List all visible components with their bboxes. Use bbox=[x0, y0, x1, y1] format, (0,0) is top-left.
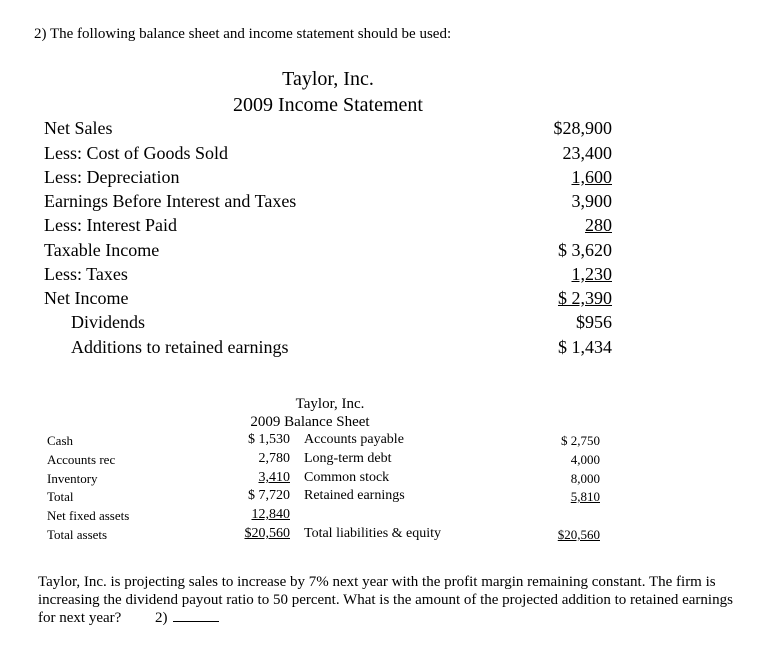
income-statement-title: 2009 Income Statement bbox=[233, 94, 423, 116]
bs-label-retained-earnings: Retained earnings bbox=[304, 488, 405, 503]
is-label-net-income: Net Income bbox=[44, 288, 129, 308]
bs-value-accounts-rec: 2,780 bbox=[258, 451, 290, 466]
bs-value-retained-earnings: 5,810 bbox=[570, 489, 600, 504]
bs-value-accounts-payable: $ 2,750 bbox=[561, 433, 600, 448]
bs-value-net-fixed-assets: 12,840 bbox=[251, 507, 290, 522]
bs-label-accounts-rec: Accounts rec bbox=[47, 452, 116, 467]
is-value-depreciation: 1,600 bbox=[571, 167, 612, 187]
is-value-dividends: $956 bbox=[576, 312, 612, 332]
is-label-ebit: Earnings Before Interest and Taxes bbox=[44, 191, 297, 211]
problem-statement bbox=[38, 573, 750, 627]
answer-label: 2) bbox=[155, 610, 168, 626]
is-value-ebit: 3,900 bbox=[571, 191, 612, 211]
is-label-cogs: Less: Cost of Goods Sold bbox=[44, 143, 229, 163]
problem-text: Taylor, Inc. is projecting sales to increase by 7% next year with the profit margin remaining constant. The firm is increasing the dividend payout ratio to 50 percent. What is the amount of the projected addition to retained earnings for next year? bbox=[38, 574, 733, 626]
bs-label-accounts-payable: Accounts payable bbox=[304, 432, 404, 447]
is-label-taxable-income: Taxable Income bbox=[44, 240, 160, 260]
is-value-taxable-income: $ 3,620 bbox=[558, 240, 612, 260]
is-label-dividends: Dividends bbox=[71, 312, 145, 332]
bs-label-long-term-debt: Long-term debt bbox=[304, 451, 392, 466]
bs-value-long-term-debt: 4,000 bbox=[570, 452, 600, 467]
is-value-cogs: 23,400 bbox=[562, 143, 612, 163]
is-value-interest: 280 bbox=[585, 215, 612, 235]
balance-sheet-title: 2009 Balance Sheet bbox=[250, 414, 370, 430]
bs-label-inventory: Inventory bbox=[47, 471, 98, 486]
bs-label-net-fixed-assets: Net fixed assets bbox=[47, 508, 130, 523]
bs-value-total-liabilities-equity: $20,560 bbox=[557, 527, 600, 542]
is-label-interest: Less: Interest Paid bbox=[44, 215, 177, 235]
is-label-net-sales: Net Sales bbox=[44, 118, 113, 138]
question-header: 2) The following balance sheet and income statement should be used: bbox=[34, 26, 452, 42]
bs-value-inventory: 3,410 bbox=[258, 470, 290, 485]
is-value-taxes: 1,230 bbox=[571, 264, 612, 284]
bs-label-total: Total bbox=[47, 489, 74, 504]
is-value-additions-retained: $ 1,434 bbox=[558, 337, 612, 357]
is-label-taxes: Less: Taxes bbox=[44, 264, 128, 284]
income-statement-company: Taylor, Inc. bbox=[282, 68, 374, 90]
is-label-additions-retained: Additions to retained earnings bbox=[71, 337, 289, 357]
bs-label-cash: Cash bbox=[47, 433, 73, 448]
bs-value-cash: $ 1,530 bbox=[248, 432, 290, 447]
bs-label-total-assets: Total assets bbox=[47, 527, 108, 542]
is-value-net-sales: $28,900 bbox=[553, 118, 612, 138]
balance-sheet-company: Taylor, Inc. bbox=[295, 396, 365, 412]
bs-value-total: $ 7,720 bbox=[248, 488, 290, 503]
answer-blank[interactable] bbox=[173, 609, 219, 622]
bs-value-common-stock: 8,000 bbox=[570, 471, 600, 486]
is-value-net-income: $ 2,390 bbox=[558, 288, 612, 308]
is-label-depreciation: Less: Depreciation bbox=[44, 167, 180, 187]
bs-label-total-liabilities-equity: Total liabilities & equity bbox=[304, 526, 442, 541]
bs-label-common-stock: Common stock bbox=[304, 470, 390, 485]
bs-value-total-assets: $20,560 bbox=[244, 526, 290, 541]
